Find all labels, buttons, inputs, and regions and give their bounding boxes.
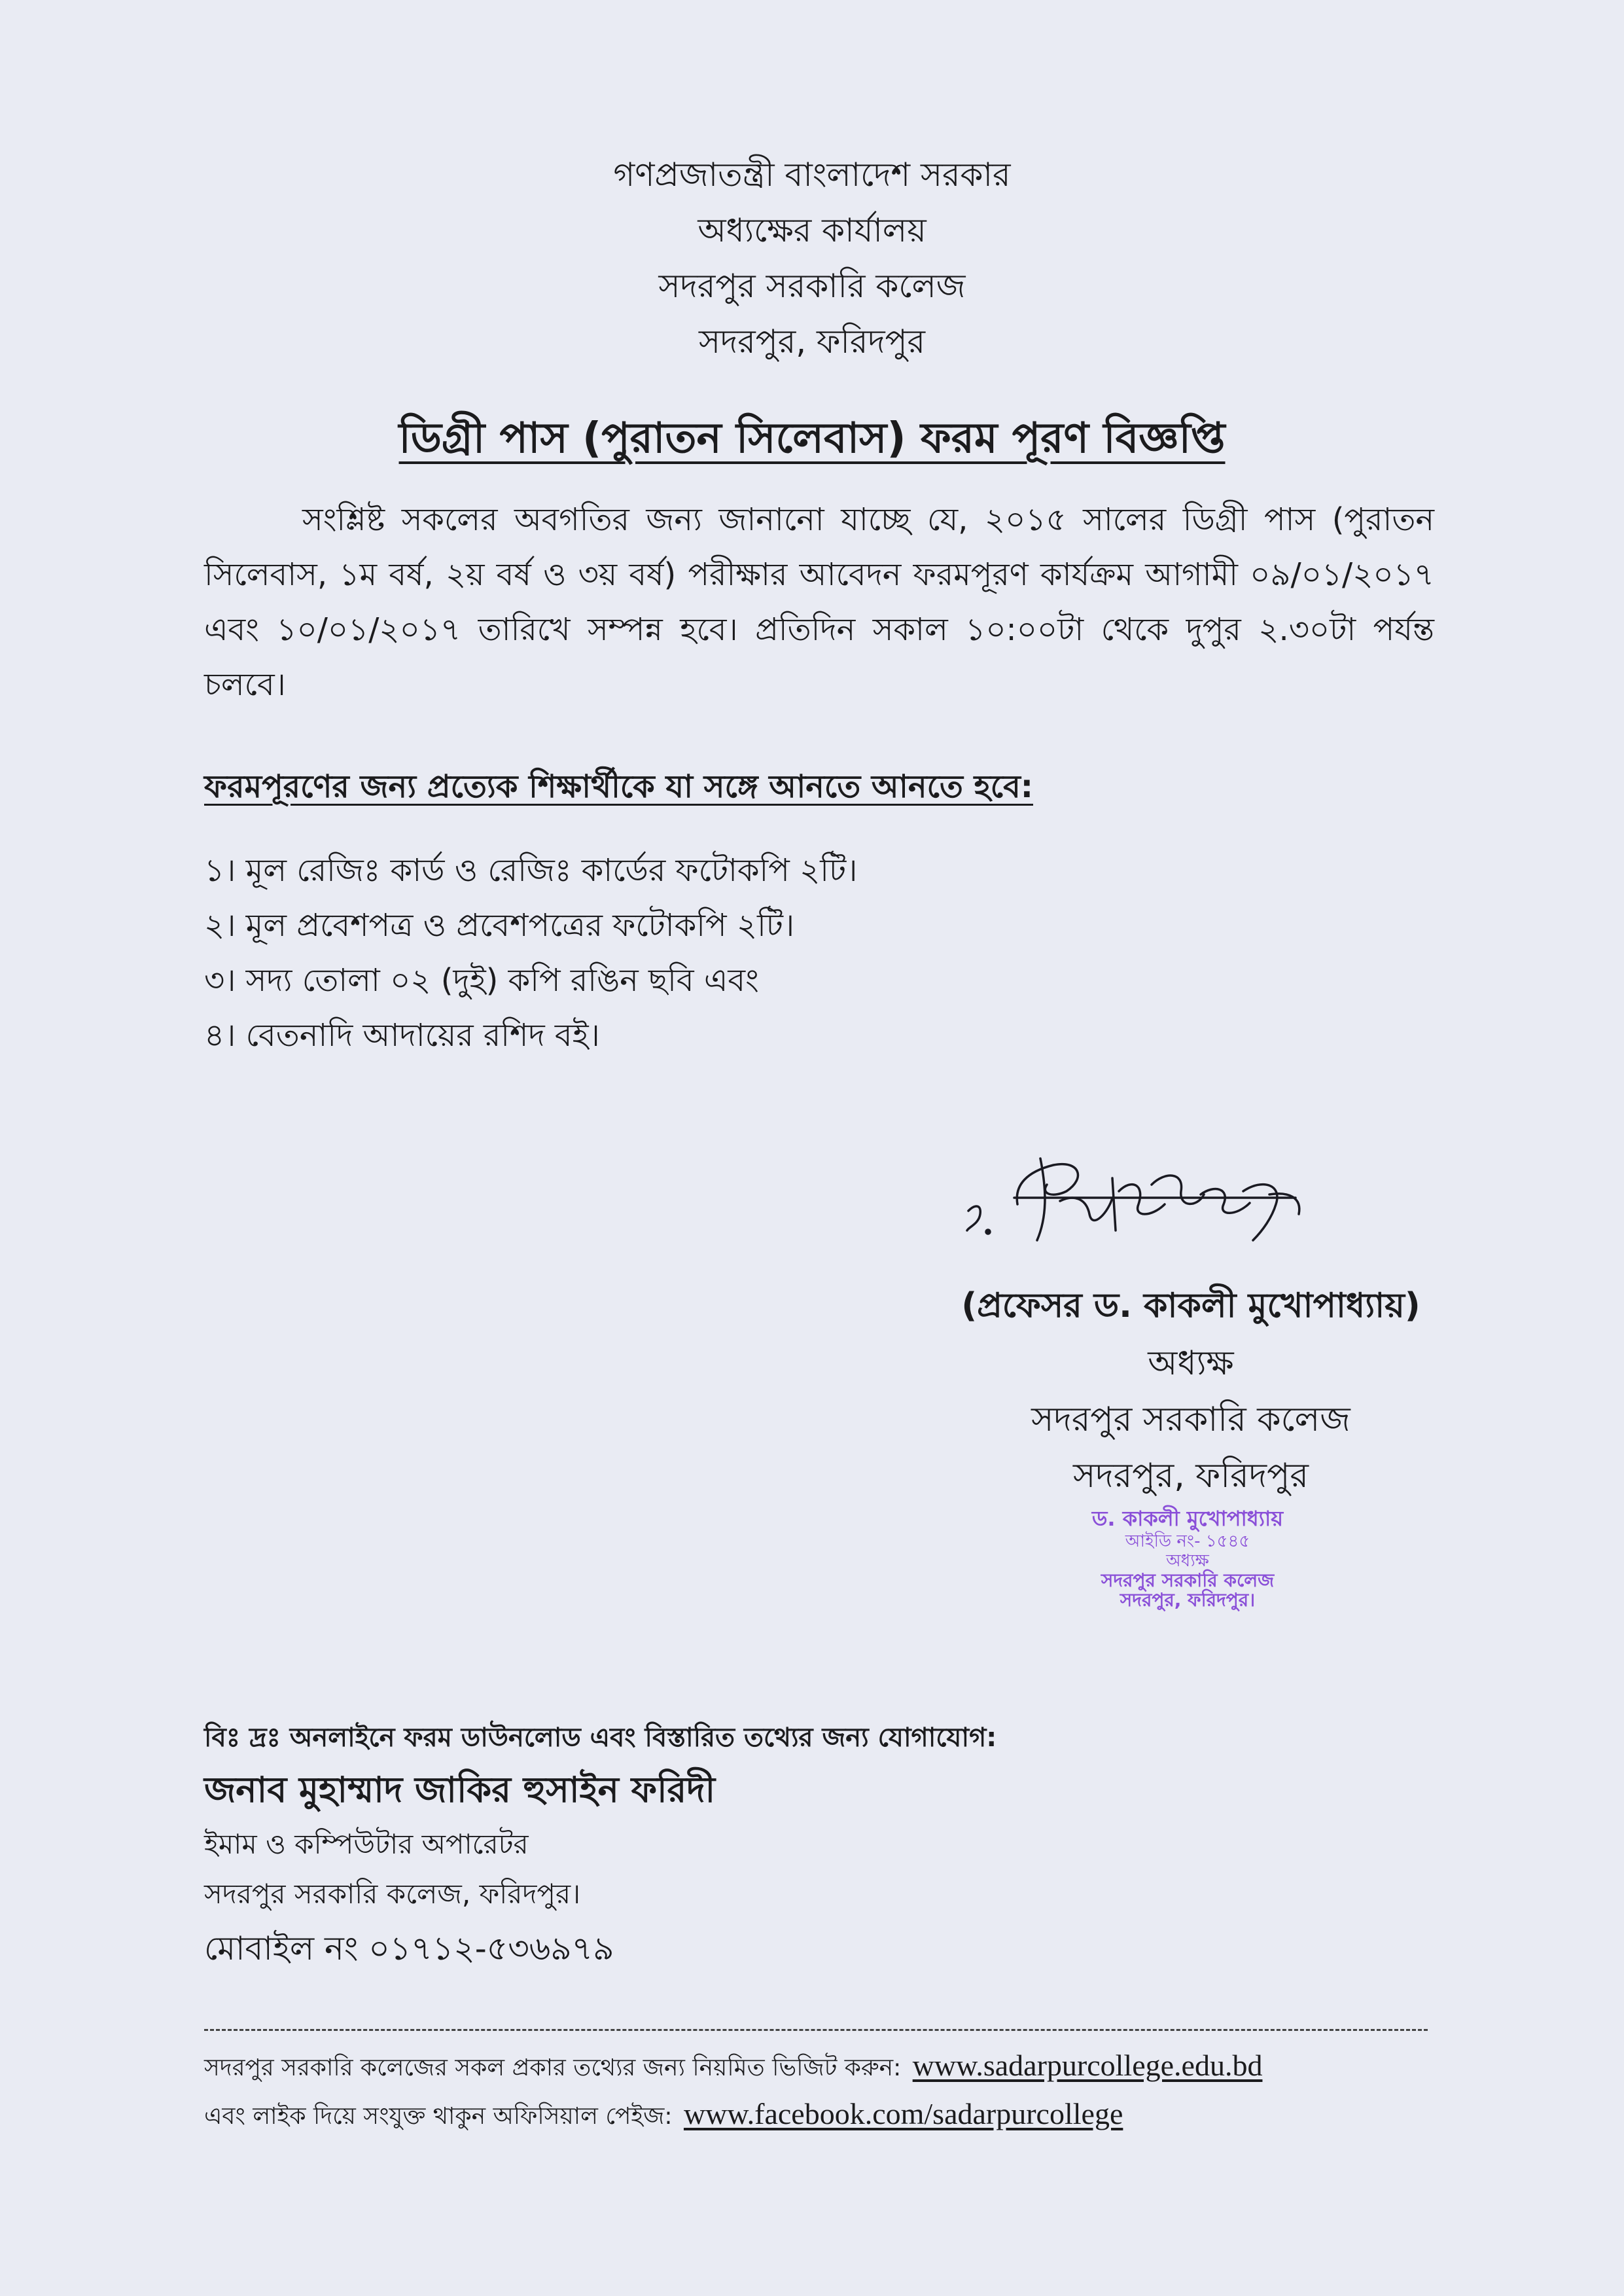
stamp-name: ড. কাকলী মুখোপাধ্যায় (1091, 1506, 1284, 1531)
stamp-location: সদরপুর, ফরিদপুর। (1120, 1589, 1256, 1611)
footer-website-line (204, 2043, 1428, 2091)
letterhead (0, 147, 1624, 370)
footer-facebook-line (204, 2091, 1428, 2140)
official-stamp (1034, 1505, 1341, 1610)
handwritten-signature (955, 1132, 1322, 1283)
footer-facebook-text: এবং লাইক দিয়ে সংযুক্ত থাকুন অফিসিয়াল পেইজ: (204, 2103, 673, 2130)
footer (204, 2029, 1428, 2140)
website-link[interactable]: www.sadarpurcollege.edu.bd (912, 2049, 1263, 2082)
college-name: সদরপুর সরকারি কলেজ (658, 267, 966, 305)
list-item: ১। মূল রেজিঃ কার্ড ও রেজিঃ কার্ডের ফটোকপি ২টি। (204, 852, 858, 889)
contact-note: বিঃ দ্রঃ অনলাইনে ফরম ডাউনলোড এবং বিস্তারিত তথ্যের জন্য যোগাযোগ: (204, 1723, 997, 1753)
signer-college: সদরপুর সরকারি কলেজ (1031, 1400, 1350, 1439)
notice-title-text: ডিগ্রী পাস (পুরাতন সিলেবাস) ফরম পূরণ বিজ্ঞপ্তি (398, 414, 1226, 463)
contact-college: সদরপুর সরকারি কলেজ, ফরিদপুর। (204, 1878, 581, 1910)
requirements-heading: ফরমপূরণের জন্য প্রত্যেক শিক্ষার্থীকে যা সঙ্গে আনতে আনতে হবে: (204, 768, 1033, 805)
footer-website-text: সদরপুর সরকারি কলেজের সকল প্রকার তথ্যের জন্য নিয়মিত ভিজিট করুন: (204, 2054, 902, 2081)
office-name: অধ্যক্ষের কার্যালয় (697, 211, 927, 249)
signer-location: সদরপুর, ফরিদপুর (1073, 1456, 1309, 1496)
contact-name: জনাব মুহাম্মাদ জাকির হুসাইন ফরিদী (204, 1769, 716, 1810)
signer-designation: অধ্যক্ষ (1148, 1344, 1234, 1383)
list-item: ২। মূল প্রবেশপত্র ও প্রবেশপত্রের ফটোকপি ২টি। (204, 907, 795, 944)
signer-block (890, 1276, 1492, 1504)
contact-block (204, 1715, 1447, 1978)
government-name: গণপ্রজাতন্ত্রী বাংলাদেশ সরকার (613, 156, 1011, 194)
facebook-link[interactable]: www.facebook.com/sadarpurcollege (683, 2097, 1123, 2130)
list-item: ৩। সদ্য তোলা ০২ (দুই) কপি রঙিন ছবি এবং (204, 962, 759, 999)
notice-body: সংশ্লিষ্ট সকলের অবগতির জন্য জানানো যাচ্ছে যে, ২০১৫ সালের ডিগ্রী পাস (পুরাতন সিলেবাস, ১ম বর্ষ, ২য় বর্ষ ও ৩য় বর্ষ) পরীক্ষার আবেদন ফরমপূরণ কার্যক্রম আগামী ০৯/০১/২০১৭ এবং ১০/০১/২০১৭ তারিখে সম্পন্ন হবে। প্রতিদিন সকাল ১০:০০টা থেকে দুপুর ২.৩০টা পর্যন্ত চলবে। (204, 501, 1434, 703)
stamp-college: সদরপুর সরকারি কলেজ (1101, 1570, 1275, 1591)
stamp-id: আইডি নং- ১৫৪৫ (1125, 1532, 1250, 1551)
contact-mobile: মোবাইল নং ০১৭১২-৫৩৬৯৭৯ (204, 1929, 614, 1967)
footer-divider (204, 2029, 1428, 2031)
notice-title (0, 406, 1624, 471)
list-item: ৪। বেতনাদি আদায়ের রশিদ বই। (204, 1017, 600, 1054)
requirements-list (204, 843, 1447, 1063)
stamp-designation: অধ্যক্ষ (1166, 1551, 1209, 1571)
college-location: সদরপুর, ফরিদপুর (698, 323, 926, 361)
contact-role: ইমাম ও কম্পিউটার অপারেটর (204, 1828, 529, 1860)
signer-name: (প্রফেসর ড. কাকলী মুখোপাধ্যায়) (961, 1286, 1421, 1325)
